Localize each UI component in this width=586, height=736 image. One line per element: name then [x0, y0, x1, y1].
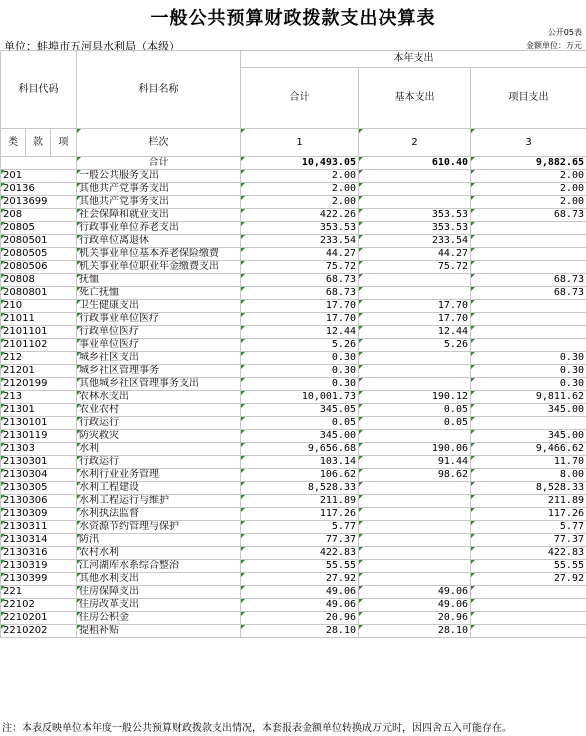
- row-name: 事业单位医疗: [77, 339, 241, 352]
- row-total: 68.73: [241, 274, 359, 287]
- row-total: 0.05: [241, 417, 359, 430]
- row-project: 77.37: [471, 534, 586, 547]
- row-total: 2.00: [241, 183, 359, 196]
- row-code: 20808: [1, 274, 77, 287]
- table-row: [1, 456, 586, 469]
- sum-total: 10,493.05: [241, 157, 359, 170]
- row-basic: [359, 274, 471, 287]
- row-code: 2130311: [1, 521, 77, 534]
- row-basic: [359, 287, 471, 300]
- row-total: 2.00: [241, 196, 359, 209]
- row-code: 213: [1, 391, 77, 404]
- row-total: 211.89: [241, 495, 359, 508]
- row-project: 8.00: [471, 469, 586, 482]
- row-code: 22102: [1, 599, 77, 612]
- row-basic: 0.05: [359, 417, 471, 430]
- row-project: 422.83: [471, 547, 586, 560]
- table-row: [1, 248, 586, 261]
- row-code: 212: [1, 352, 77, 365]
- table-row: [1, 235, 586, 248]
- table-row: [1, 469, 586, 482]
- row-code: 20136: [1, 183, 77, 196]
- row-basic: 91.44: [359, 456, 471, 469]
- row-code: 2210202: [1, 625, 77, 638]
- row-total: 20.96: [241, 612, 359, 625]
- row-basic: 49.06: [359, 599, 471, 612]
- row-name: 一般公共服务支出: [77, 170, 241, 183]
- table-row: [1, 183, 586, 196]
- table-row: [1, 521, 586, 534]
- table-row: [1, 625, 586, 638]
- row-project: [471, 222, 586, 235]
- table-row: [1, 261, 586, 274]
- row-project: 11.70: [471, 456, 586, 469]
- row-code: 2130309: [1, 508, 77, 521]
- row-name: 水利行业业务管理: [77, 469, 241, 482]
- row-total: 17.70: [241, 313, 359, 326]
- row-name: 防汛: [77, 534, 241, 547]
- row-total: 345.00: [241, 430, 359, 443]
- row-name: 防灾救灾: [77, 430, 241, 443]
- report-code: 公开05表: [547, 28, 582, 37]
- row-total: 8,528.33: [241, 482, 359, 495]
- header-lanci: 栏次: [77, 129, 241, 157]
- row-name: 行政事业单位医疗: [77, 313, 241, 326]
- row-name: 农林水支出: [77, 391, 241, 404]
- row-total: 422.83: [241, 547, 359, 560]
- row-total: 75.72: [241, 261, 359, 274]
- row-code: 2130319: [1, 560, 77, 573]
- row-basic: 75.72: [359, 261, 471, 274]
- header-kuan: 款: [26, 129, 51, 157]
- row-project: [471, 339, 586, 352]
- row-basic: 49.06: [359, 586, 471, 599]
- row-total: 0.30: [241, 352, 359, 365]
- header-xiang: 项: [51, 129, 77, 157]
- row-total: 5.77: [241, 521, 359, 534]
- header-project: 项目支出: [471, 68, 586, 129]
- row-basic: [359, 495, 471, 508]
- row-total: 27.92: [241, 573, 359, 586]
- row-code: 2130304: [1, 469, 77, 482]
- row-code: 2130306: [1, 495, 77, 508]
- row-name: 其他水利支出: [77, 573, 241, 586]
- table-row: [1, 287, 586, 300]
- row-name: 其他城乡社区管理事务支出: [77, 378, 241, 391]
- row-name: 水利工程建设: [77, 482, 241, 495]
- row-code: 201: [1, 170, 77, 183]
- header-col3: 3: [471, 129, 586, 157]
- row-basic: 0.05: [359, 404, 471, 417]
- row-basic: [359, 547, 471, 560]
- row-name: 水资源节约管理与保护: [77, 521, 241, 534]
- table-row: [1, 560, 586, 573]
- table-row: [1, 573, 586, 586]
- row-name: 住房保障支出: [77, 586, 241, 599]
- row-total: 28.10: [241, 625, 359, 638]
- row-name: 江河湖库水系综合整治: [77, 560, 241, 573]
- row-total: 117.26: [241, 508, 359, 521]
- row-name: 水利: [77, 443, 241, 456]
- row-project: 5.77: [471, 521, 586, 534]
- row-total: 44.27: [241, 248, 359, 261]
- row-total: 49.06: [241, 599, 359, 612]
- page-title: 一般公共预算财政拨款支出决算表: [150, 8, 436, 29]
- row-code: 2080506: [1, 261, 77, 274]
- expenditure-table: [0, 50, 586, 638]
- row-project: [471, 235, 586, 248]
- row-name: 农业农村: [77, 404, 241, 417]
- row-total: 103.14: [241, 456, 359, 469]
- row-total: 77.37: [241, 534, 359, 547]
- row-project: 117.26: [471, 508, 586, 521]
- row-total: 12.44: [241, 326, 359, 339]
- row-code: 21201: [1, 365, 77, 378]
- row-total: 10,001.73: [241, 391, 359, 404]
- row-project: 2.00: [471, 196, 586, 209]
- row-project: [471, 261, 586, 274]
- row-project: 0.30: [471, 365, 586, 378]
- row-total: 0.30: [241, 365, 359, 378]
- row-project: 211.89: [471, 495, 586, 508]
- table-row: [1, 391, 586, 404]
- row-code: 2130316: [1, 547, 77, 560]
- row-basic: [359, 482, 471, 495]
- row-project: 9,811.62: [471, 391, 586, 404]
- row-project: 345.00: [471, 404, 586, 417]
- row-code: 21301: [1, 404, 77, 417]
- row-code: 2130301: [1, 456, 77, 469]
- table-row: [1, 196, 586, 209]
- row-name: 社会保障和就业支出: [77, 209, 241, 222]
- row-basic: 12.44: [359, 326, 471, 339]
- row-basic: 44.27: [359, 248, 471, 261]
- table-row: [1, 586, 586, 599]
- row-project: 27.92: [471, 573, 586, 586]
- table-row: [1, 170, 586, 183]
- row-code: 2080505: [1, 248, 77, 261]
- row-project: [471, 586, 586, 599]
- row-project: [471, 300, 586, 313]
- header-col2: 2: [359, 129, 471, 157]
- table-row: [1, 534, 586, 547]
- table-row: [1, 599, 586, 612]
- unit-label: 单位：蚌埠市五河县水利局（本级）: [4, 40, 180, 53]
- table-row: [1, 274, 586, 287]
- table-row: [1, 352, 586, 365]
- row-code: 21011: [1, 313, 77, 326]
- table-row: [1, 495, 586, 508]
- row-basic: 98.62: [359, 469, 471, 482]
- row-project: 68.73: [471, 274, 586, 287]
- table-row: [1, 365, 586, 378]
- row-project: 9,466.62: [471, 443, 586, 456]
- table-row: [1, 482, 586, 495]
- row-name: 抚恤: [77, 274, 241, 287]
- header-basic: 基本支出: [359, 68, 471, 129]
- row-project: [471, 599, 586, 612]
- row-basic: [359, 378, 471, 391]
- row-name: 行政运行: [77, 417, 241, 430]
- table-row: [1, 300, 586, 313]
- row-name: 行政事业单位养老支出: [77, 222, 241, 235]
- row-name: 住房公积金: [77, 612, 241, 625]
- row-name: 行政单位医疗: [77, 326, 241, 339]
- row-total: 17.70: [241, 300, 359, 313]
- row-code: 208: [1, 209, 77, 222]
- row-name: 行政单位离退休: [77, 235, 241, 248]
- table-row: [1, 547, 586, 560]
- row-basic: [359, 183, 471, 196]
- row-project: 0.30: [471, 352, 586, 365]
- row-code: 2013699: [1, 196, 77, 209]
- row-code: 21303: [1, 443, 77, 456]
- row-name: 死亡抚恤: [77, 287, 241, 300]
- row-project: 8,528.33: [471, 482, 586, 495]
- row-basic: [359, 430, 471, 443]
- row-name: 水利执法监督: [77, 508, 241, 521]
- row-code: 2101101: [1, 326, 77, 339]
- row-basic: 28.10: [359, 625, 471, 638]
- header-code: 科目代码: [1, 51, 77, 129]
- row-basic: [359, 365, 471, 378]
- row-name: 卫生健康支出: [77, 300, 241, 313]
- table-row: [1, 430, 586, 443]
- row-basic: 190.12: [359, 391, 471, 404]
- table-row: [1, 313, 586, 326]
- row-basic: 233.54: [359, 235, 471, 248]
- row-basic: 17.70: [359, 313, 471, 326]
- sum-label: 合计: [77, 157, 241, 170]
- row-basic: 353.53: [359, 222, 471, 235]
- row-total: 55.55: [241, 560, 359, 573]
- row-name: 机关事业单位基本养老保险缴费: [77, 248, 241, 261]
- sum-project: 9,882.65: [471, 157, 586, 170]
- row-total: 353.53: [241, 222, 359, 235]
- row-total: 9,656.68: [241, 443, 359, 456]
- header-total: 合计: [241, 68, 359, 129]
- row-basic: [359, 573, 471, 586]
- row-name: 水利工程运行与维护: [77, 495, 241, 508]
- table-row: [1, 417, 586, 430]
- table-row: [1, 209, 586, 222]
- table-row: [1, 443, 586, 456]
- row-name: 提租补贴: [77, 625, 241, 638]
- row-total: 0.30: [241, 378, 359, 391]
- row-total: 233.54: [241, 235, 359, 248]
- row-name: 城乡社区管理事务: [77, 365, 241, 378]
- table-row: [1, 339, 586, 352]
- row-project: [471, 326, 586, 339]
- row-code: 2130119: [1, 430, 77, 443]
- row-project: 2.00: [471, 183, 586, 196]
- row-basic: 190.06: [359, 443, 471, 456]
- row-project: 2.00: [471, 170, 586, 183]
- row-project: [471, 625, 586, 638]
- row-code: 2130314: [1, 534, 77, 547]
- table-row: [1, 612, 586, 625]
- row-total: 2.00: [241, 170, 359, 183]
- header-col1: 1: [241, 129, 359, 157]
- row-total: 5.26: [241, 339, 359, 352]
- row-name: 其他共产党事务支出: [77, 196, 241, 209]
- row-total: 106.62: [241, 469, 359, 482]
- row-total: 345.05: [241, 404, 359, 417]
- row-project: [471, 612, 586, 625]
- row-project: [471, 313, 586, 326]
- row-basic: [359, 534, 471, 547]
- row-project: 68.73: [471, 287, 586, 300]
- table-row: [1, 404, 586, 417]
- row-name: 行政运行: [77, 456, 241, 469]
- row-project: 55.55: [471, 560, 586, 573]
- row-code: 2080501: [1, 235, 77, 248]
- table-row: [1, 378, 586, 391]
- amount-unit-label: 金额单位：万元: [526, 41, 582, 50]
- row-basic: [359, 560, 471, 573]
- table-row: [1, 326, 586, 339]
- row-code: 2130399: [1, 573, 77, 586]
- row-basic: [359, 170, 471, 183]
- row-basic: 5.26: [359, 339, 471, 352]
- row-code: 20805: [1, 222, 77, 235]
- header-lei: 类: [1, 129, 26, 157]
- row-name: 机关事业单位职业年金缴费支出: [77, 261, 241, 274]
- row-code: 2120199: [1, 378, 77, 391]
- header-name: 科目名称: [77, 51, 241, 129]
- row-code: 2130101: [1, 417, 77, 430]
- row-code: 2130305: [1, 482, 77, 495]
- row-name: 农村水利: [77, 547, 241, 560]
- table-row: [1, 222, 586, 235]
- row-basic: 353.53: [359, 209, 471, 222]
- row-name: 城乡社区支出: [77, 352, 241, 365]
- row-code: 2101102: [1, 339, 77, 352]
- row-basic: 17.70: [359, 300, 471, 313]
- table-row: [1, 508, 586, 521]
- footnote: 注：本表反映单位本年度一般公共预算财政拨款支出情况，本套报表金额单位转换成万元时，因四舍五入可能存在。: [2, 723, 512, 734]
- row-total: 49.06: [241, 586, 359, 599]
- row-basic: [359, 521, 471, 534]
- row-project: 68.73: [471, 209, 586, 222]
- row-code: 210: [1, 300, 77, 313]
- row-project: 0.30: [471, 378, 586, 391]
- header-year-expense: 本年支出: [241, 51, 586, 68]
- row-basic: [359, 196, 471, 209]
- row-name: 其他共产党事务支出: [77, 183, 241, 196]
- row-total: 422.26: [241, 209, 359, 222]
- row-basic: [359, 352, 471, 365]
- row-code: 2210201: [1, 612, 77, 625]
- row-total: 68.73: [241, 287, 359, 300]
- sum-basic: 610.40: [359, 157, 471, 170]
- row-name: 住房改革支出: [77, 599, 241, 612]
- row-basic: 20.96: [359, 612, 471, 625]
- row-basic: [359, 508, 471, 521]
- row-project: [471, 417, 586, 430]
- row-project: 345.00: [471, 430, 586, 443]
- row-code: 2080801: [1, 287, 77, 300]
- row-code: 221: [1, 586, 77, 599]
- row-project: [471, 248, 586, 261]
